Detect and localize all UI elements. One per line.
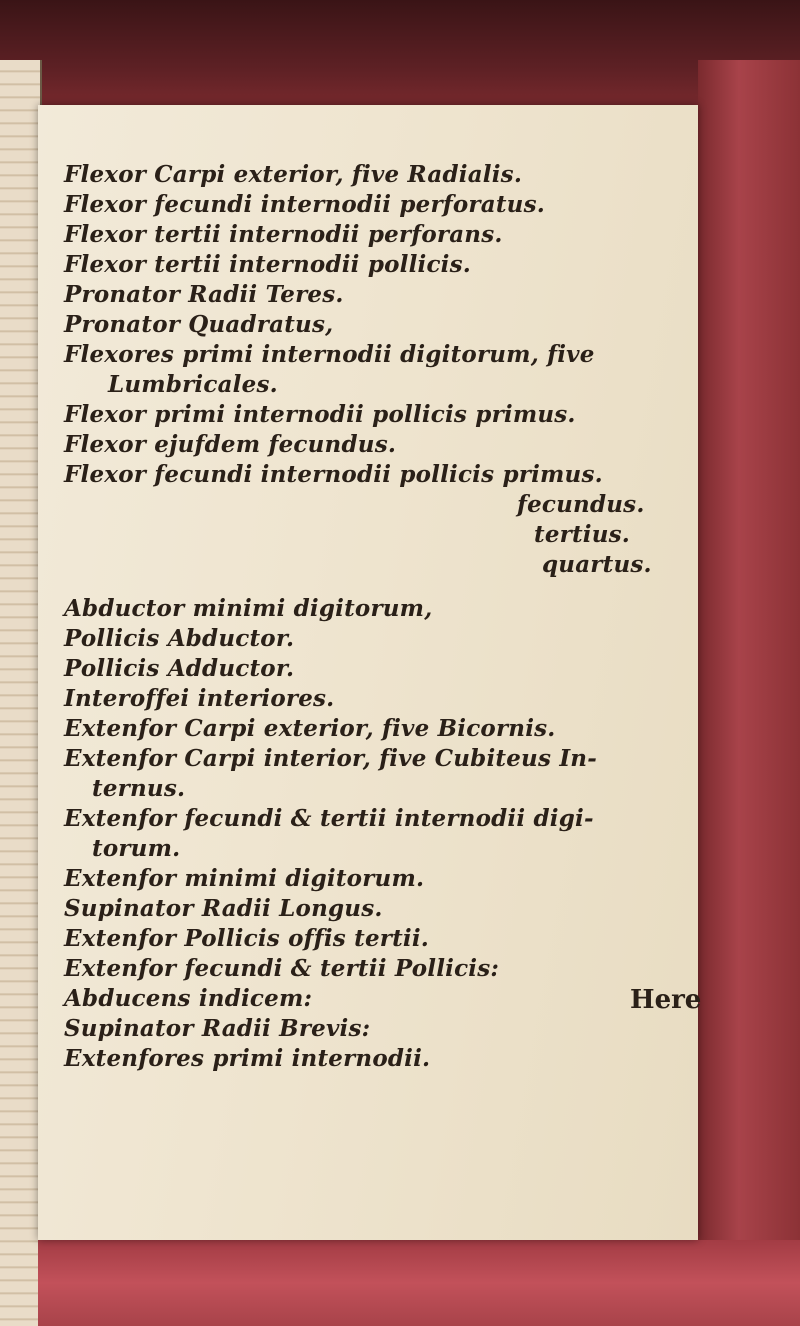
text-line: Lumbricales. bbox=[108, 371, 278, 398]
text-line: Flexor ejufdem fecundus. bbox=[64, 431, 397, 458]
text-line: Pollicis Abductor. bbox=[64, 625, 295, 652]
text-line: quartus. bbox=[542, 551, 652, 578]
book-cover-right bbox=[698, 60, 800, 1326]
text-line: Supinator Radii Longus. bbox=[64, 895, 383, 922]
text-line: Flexor fecundi internodii perforatus. bbox=[64, 191, 545, 218]
text-line: Interoffei interiores. bbox=[64, 685, 335, 712]
text-line: Flexor Carpi exterior, five Radialis. bbox=[64, 161, 523, 188]
text-line: Extenfor fecundi & tertii Pollicis: bbox=[64, 955, 500, 982]
text-line: Pollicis Adductor. bbox=[64, 655, 295, 682]
text-line: Extenfor minimi digitorum. bbox=[64, 865, 425, 892]
text-line: Abductor minimi digitorum, bbox=[64, 595, 433, 622]
text-line: Abducens indicem: bbox=[64, 985, 313, 1012]
text-line: torum. bbox=[92, 835, 181, 862]
text-line: Extenfor Pollicis offis tertii. bbox=[64, 925, 430, 952]
text-line: Flexor primi internodii pollicis primus. bbox=[64, 401, 576, 428]
text-line: Flexor tertii internodii pollicis. bbox=[64, 251, 471, 278]
page-edges bbox=[0, 60, 42, 1326]
text-line: Flexores primi internodii digitorum, five bbox=[64, 341, 595, 368]
text-line: tertius. bbox=[534, 521, 631, 548]
text-line: Flexor fecundi internodii pollicis primus. bbox=[64, 461, 603, 488]
book-cover-bottom bbox=[38, 1240, 800, 1326]
book-cover-top bbox=[0, 0, 800, 110]
text-line: Pronator Radii Teres. bbox=[64, 281, 344, 308]
text-line: ternus. bbox=[92, 775, 186, 802]
text-line: fecundus. bbox=[517, 491, 645, 518]
text-line: Pronator Quadratus, bbox=[64, 311, 334, 338]
text-line: Extenfor fecundi & tertii internodii digi- bbox=[64, 805, 594, 832]
muscle-list bbox=[64, 160, 684, 1074]
text-line: Extenfores primi internodii. bbox=[64, 1045, 431, 1072]
catchword: Here bbox=[630, 985, 702, 1015]
text-line: Flexor tertii internodii perforans. bbox=[64, 221, 503, 248]
text-line: Extenfor Carpi interior, five Cubiteus In- bbox=[64, 745, 597, 772]
text-line: Extenfor Carpi exterior, five Bicornis. bbox=[64, 715, 556, 742]
text-line: Supinator Radii Brevis: bbox=[64, 1015, 371, 1042]
